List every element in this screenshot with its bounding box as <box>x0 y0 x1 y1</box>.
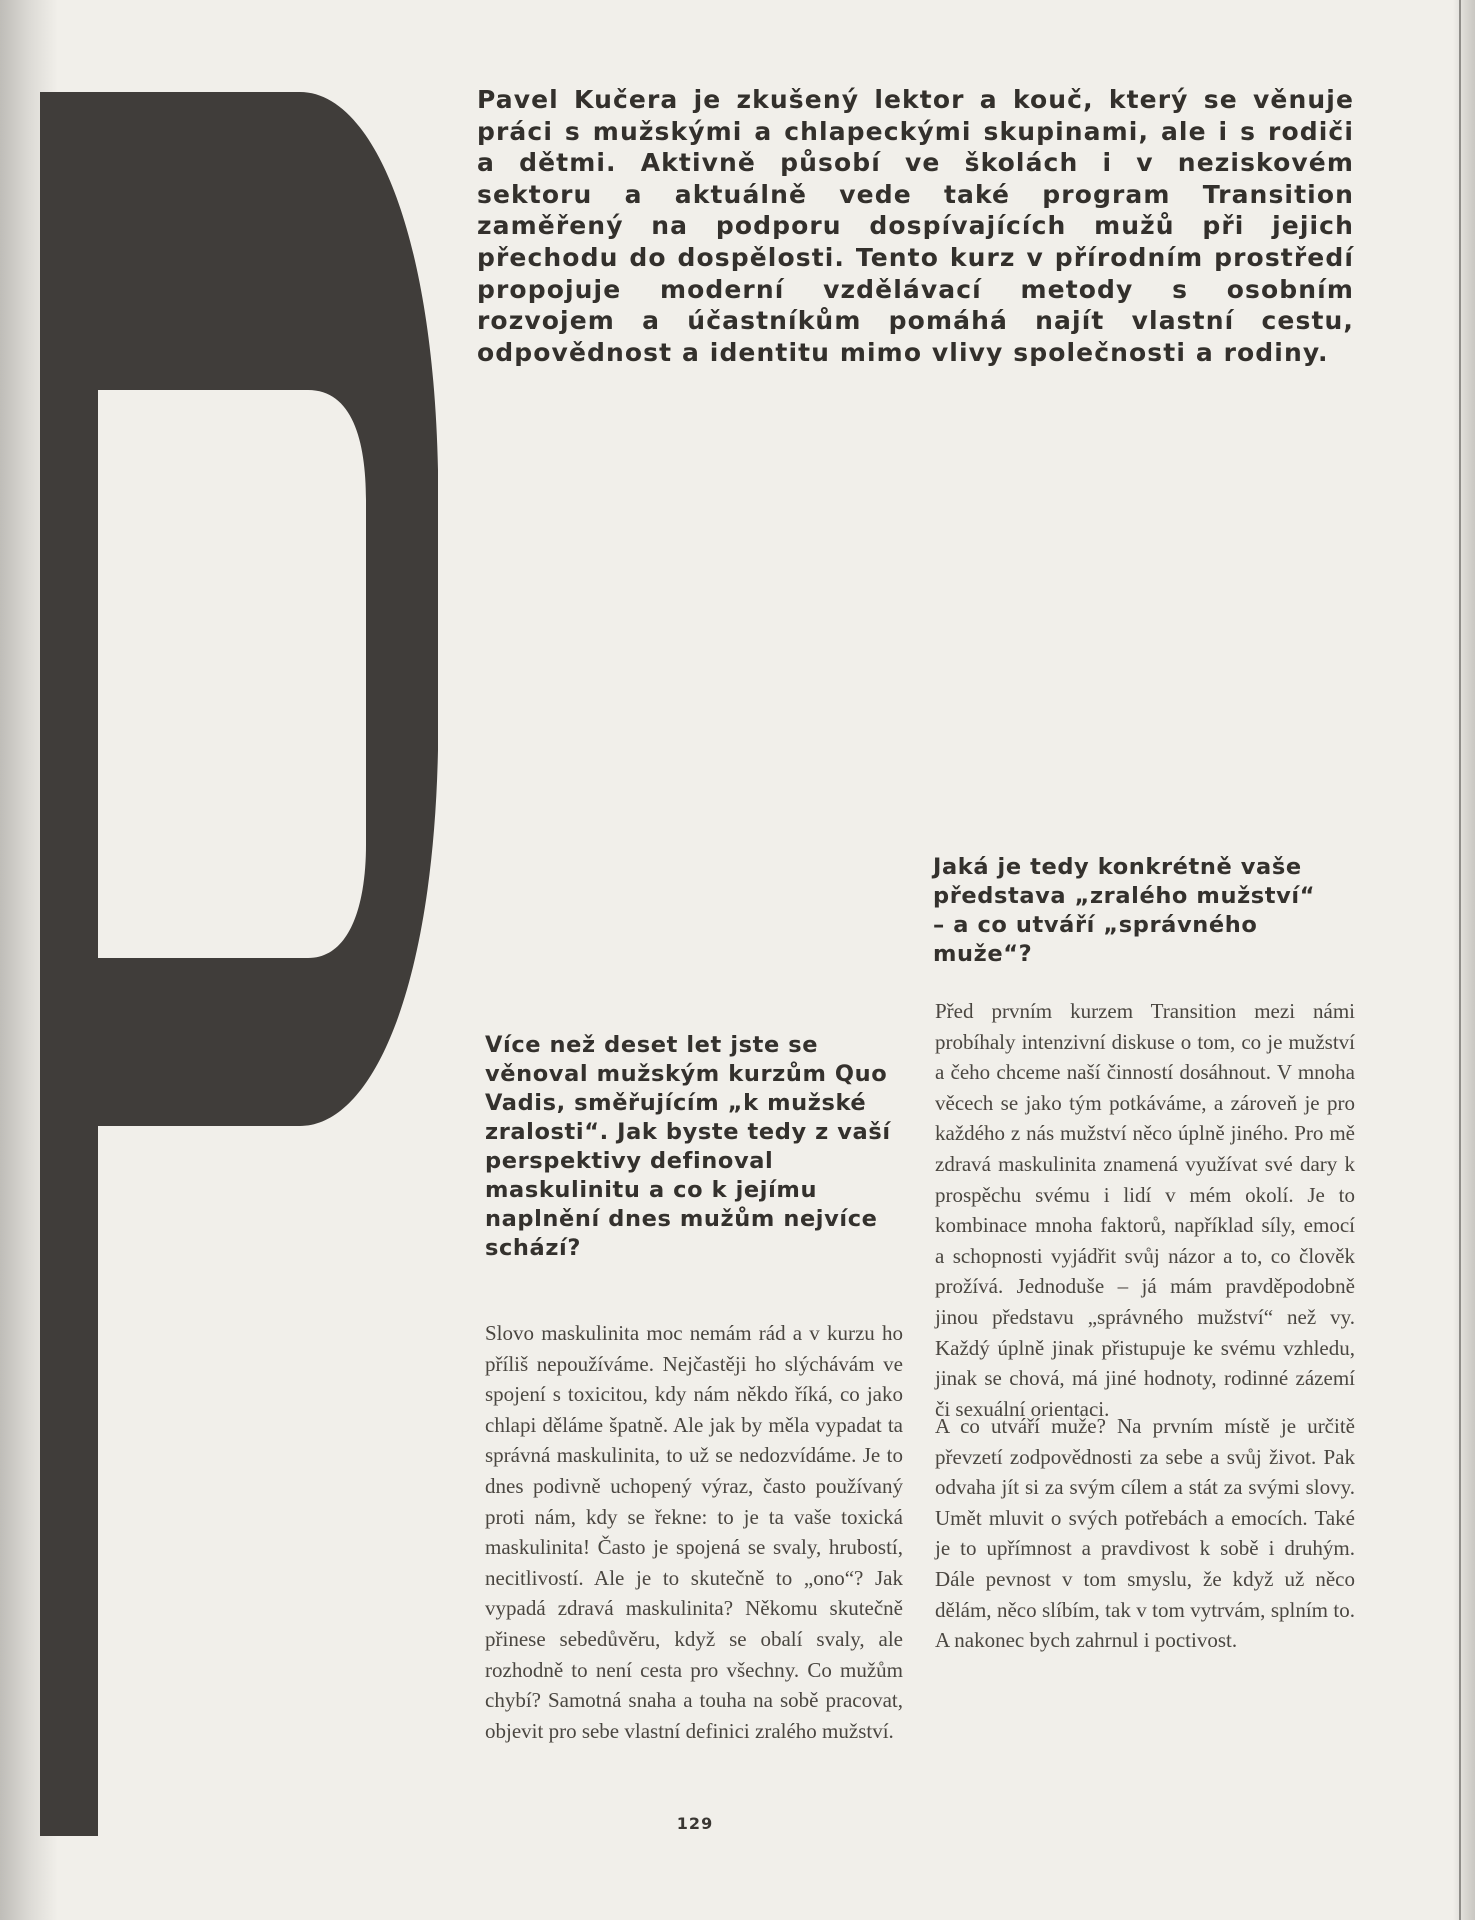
intro-paragraph: Pavel Kučera je zkušený lektor a kouč, který se věnuje práci s mužskými a chlapeckými skupinami, ale i s rodiči a dětmi. Aktivně působí ve školách i v neziskovém sektoru a aktuálně vede také program Transition zaměřený na podporu dospívajících mužů při jejich přechodu do dospělosti. Tento kurz v přírodním prostředí propojuje moderní vzdělávací metody s osobním rozvojem a účastníkům pomáhá najít vlastní cestu, odpovědnost a identitu mimo vlivy společnosti a rodiny. <box>477 85 1354 367</box>
answer-paragraph-1: Slovo maskulinita moc nemám rád a v kurzu ho příliš nepoužíváme. Nejčastěji ho slýchávám ve spojení s toxicitou, kdy nám někdo říká, co jako chlapi děláme špatně. Ale jak by měla vypadat ta správná maskulinita, to už se nedozvídáme. Je to dnes podivně uchopený výraz, často používaný proti nám, kdy se řekne: to je ta vaše toxická maskulinita! Často je spojená se svaly, hrubostí, necitlivostí. Ale je to skutečně to „ono“? Jak vypadá zdravá maskulinita? Někomu skutečně přinese sebedůvěru, když se obalí svaly, ale rozhodně to není cesta pro všechny. Co mužům chybí? Samotná snaha a touha na sobě pracovat, objevit pro sebe vlastní definici zralého mužství. <box>485 1321 903 1743</box>
page-number: 129 <box>676 1814 714 1833</box>
decorative-initial-p <box>0 0 460 1840</box>
page-edge-line <box>1459 0 1461 1920</box>
interview-question-1: Více než deset let jste se věnoval mužským kurzům Quo Vadis, směřujícím „k mužské zralosti“. Jak byste tedy z vaší perspektivy definoval maskulinitu a co k jejímu naplnění dnes mužům nejvíce schází? <box>485 1032 891 1261</box>
interview-question-2: Jaká je tedy konkrétně vaše představa „zralého mužství“ – a co utváří „správného muže“? <box>933 854 1316 967</box>
answer-paragraph-2b: A co utváří muže? Na prvním místě je určitě převzetí zodpovědnosti za sebe a svůj život. Pak odvaha jít si za svým cílem a stát za svými slovy. Umět mluvit o svých potřebách a emocích. Také je to upřímnost a pravdivost k sobě i druhým. Dále pevnost v tom smyslu, že když už něco dělám, něco slíbím, tak v tom vytrvám, splním to. A nakonec bych zahrnul i poctivost. <box>935 1414 1355 1653</box>
answer-paragraph-2a: Před prvním kurzem Transition mezi námi probíhaly intenzivní diskuse o tom, co je mužství a čeho chceme naší činností dosáhnout. V mnoha věcech se jako tým potkáváme, a zároveň je pro každého z nás mužství něco úplně jiného. Pro mě zdravá maskulinita znamená využívat své dary k prospěchu svému i lidí v mém okolí. Je to kombinace mnoha faktorů, například síly, emocí a schopnosti vyjádřit svůj názor a to, co člověk prožívá. Jednoduše – já mám pravděpodobně jinou představu „správného mužství“ než vy. Každý úplně jinak přistupuje ke svému vzhledu, jinak se chová, má jiné hodnoty, rodinné zázemí či sexuální orientaci. <box>935 999 1355 1421</box>
page-edge <box>1453 0 1475 1920</box>
